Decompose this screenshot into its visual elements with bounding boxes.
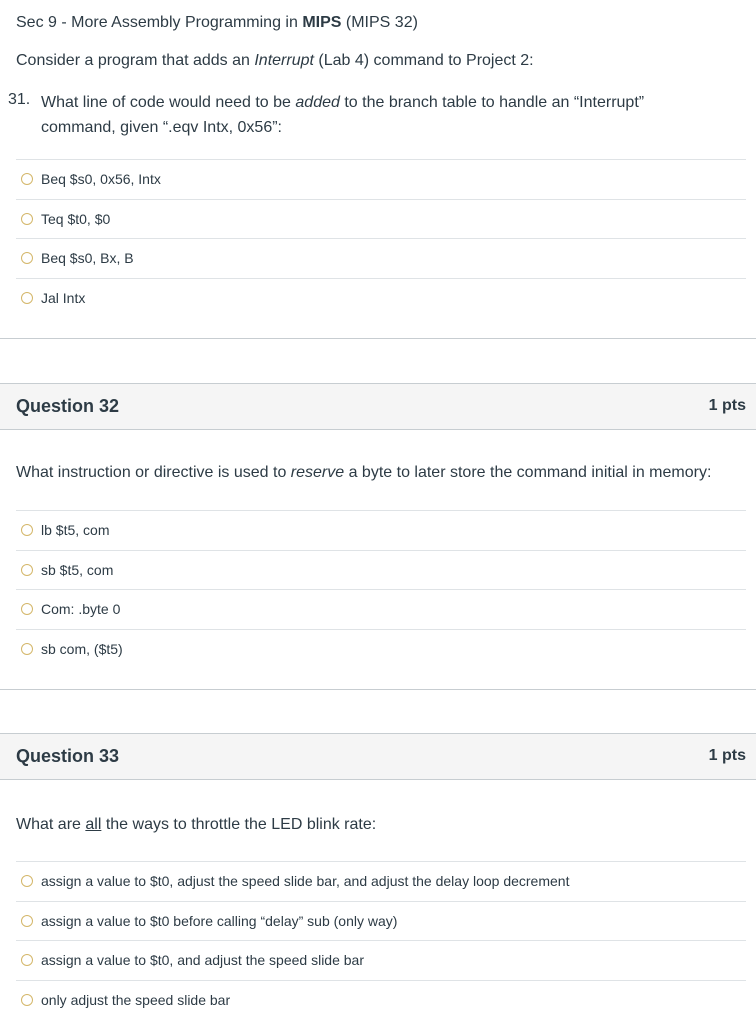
answer-label: Com: .byte 0 xyxy=(41,601,121,618)
question-text-prefix: What instruction or directive is used to xyxy=(16,464,291,481)
question-intro-em: Interrupt xyxy=(254,52,314,69)
answer-label: only adjust the speed slide bar xyxy=(41,991,231,1008)
section-header-suffix: (MIPS 32) xyxy=(341,14,418,31)
answer-label: Jal Intx xyxy=(41,289,86,306)
answer-option[interactable] xyxy=(16,629,746,669)
question-title: Question 33 xyxy=(16,746,120,766)
radio-button[interactable] xyxy=(21,292,33,304)
answer-label: Teq $t0, $0 xyxy=(41,210,111,227)
radio-button[interactable] xyxy=(21,875,33,887)
question-text-prefix: What line of code would need to be xyxy=(41,94,296,111)
radio-button[interactable] xyxy=(21,603,33,615)
question-intro-prefix: Consider a program that adds an xyxy=(16,52,255,69)
answer-option[interactable] xyxy=(16,199,746,239)
answer-option[interactable] xyxy=(16,159,746,199)
question-divider xyxy=(0,689,756,690)
answer-label: sb com, ($t5) xyxy=(41,640,123,657)
question-text xyxy=(16,463,711,483)
answer-label: Beq $s0, 0x56, Intx xyxy=(41,171,161,188)
answer-label: lb $t5, com xyxy=(41,522,110,539)
answer-label: assign a value to $t0, and adjust the speed slide bar xyxy=(41,952,364,969)
question-text-suffix: the ways to throttle the LED blink rate: xyxy=(101,816,377,833)
section-header xyxy=(16,13,418,33)
answer-label: Beq $s0, Bx, B xyxy=(41,250,134,267)
radio-button[interactable] xyxy=(21,173,33,185)
question-text-em: reserve xyxy=(290,464,345,481)
question-text-prefix: What are xyxy=(16,816,86,833)
question-intro-suffix: (Lab 4) command to Project 2: xyxy=(313,52,534,69)
radio-button[interactable] xyxy=(21,915,33,927)
answer-option[interactable] xyxy=(16,861,746,901)
question-intro xyxy=(16,51,534,71)
answer-option[interactable] xyxy=(16,940,746,980)
section-header-bold: MIPS xyxy=(302,14,342,31)
answer-list xyxy=(16,510,746,668)
question-title: Question 32 xyxy=(16,396,120,416)
answer-label: sb $t5, com xyxy=(41,561,114,578)
answer-list xyxy=(16,159,746,317)
answer-label: assign a value to $t0 before calling “delay” sub (only way) xyxy=(41,912,398,929)
question-number: 31. xyxy=(8,91,31,108)
question-header xyxy=(0,383,756,430)
radio-button[interactable] xyxy=(21,524,33,536)
answer-option[interactable] xyxy=(16,510,746,550)
section-header-prefix: Sec 9 - More Assembly Programming in xyxy=(16,14,303,31)
radio-button[interactable] xyxy=(21,994,33,1006)
question-header xyxy=(0,733,756,780)
radio-button[interactable] xyxy=(21,252,33,264)
radio-button[interactable] xyxy=(21,564,33,576)
radio-button[interactable] xyxy=(21,213,33,225)
question-text xyxy=(16,815,376,835)
answer-option[interactable] xyxy=(16,589,746,629)
question-text-underline: all xyxy=(85,816,102,833)
answer-label: assign a value to $t0, adjust the speed slide bar, and adjust the delay loop decrement xyxy=(41,873,570,890)
answer-option[interactable] xyxy=(16,550,746,590)
question-text-em: added xyxy=(295,94,340,111)
question-text xyxy=(41,90,721,140)
answer-list xyxy=(16,861,746,1019)
question-text-suffix: to the branch table to handle an “Interrupt” command, given “.eqv Intx, 0x56”: xyxy=(41,94,645,136)
radio-button[interactable] xyxy=(21,954,33,966)
answer-option[interactable] xyxy=(16,901,746,941)
answer-option[interactable] xyxy=(16,278,746,318)
question-points: 1 pts xyxy=(708,397,746,414)
question-points: 1 pts xyxy=(708,747,746,764)
answer-option[interactable] xyxy=(16,980,746,1020)
answer-option[interactable] xyxy=(16,238,746,278)
radio-button[interactable] xyxy=(21,643,33,655)
question-divider xyxy=(0,338,756,339)
question-text-suffix: a byte to later store the command initial in memory: xyxy=(344,464,712,481)
